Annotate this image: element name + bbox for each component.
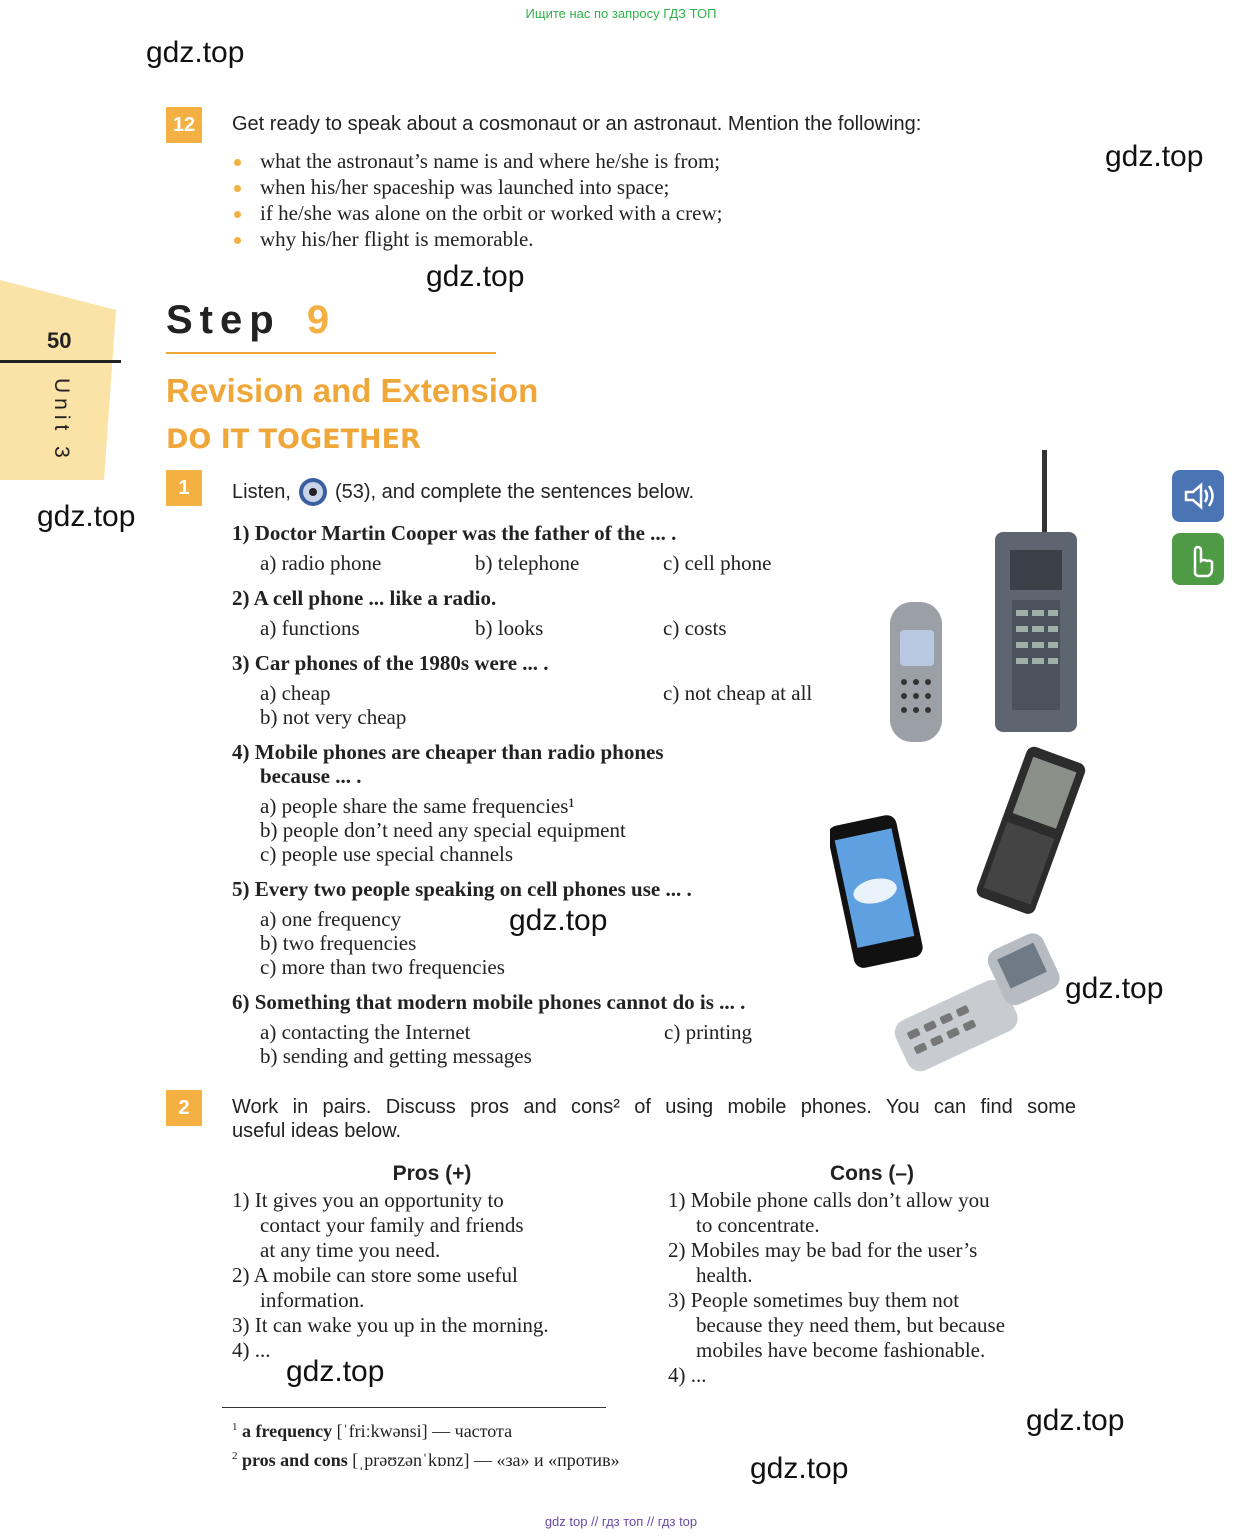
footnote-text: [ˌprəʊzənˈkɒnz] — «за» и «против» xyxy=(352,1450,620,1470)
phones-illustration xyxy=(830,450,1090,1080)
footnote xyxy=(232,1415,620,1444)
watermark: gdz.top xyxy=(37,500,136,533)
footer-links[interactable]: gdz top // гдз топ // гдз top xyxy=(544,1514,698,1529)
watermark: gdz.top xyxy=(426,260,525,293)
question: 3) Car phones of the 1980s were ... . xyxy=(232,651,549,675)
footnotes xyxy=(232,1415,620,1473)
list-item-line: because they need them, but because xyxy=(696,1313,1006,1337)
list-item-line: contact your family and friends xyxy=(260,1213,524,1237)
item-text: A mobile can store some useful xyxy=(253,1263,518,1287)
step-number: 9 xyxy=(306,298,337,342)
watermark: gdz.top xyxy=(750,1452,849,1485)
item-number: 3) xyxy=(668,1288,686,1312)
speaker-icon xyxy=(1172,470,1224,522)
exercise-instruction xyxy=(232,476,694,508)
item-number: 2) xyxy=(668,1238,686,1262)
option: a) radio phone xyxy=(260,551,382,575)
list-item xyxy=(668,1288,1088,1313)
bullet-item: if he/she was alone on the orbit or worked with a crew; xyxy=(232,200,722,226)
exercise-instruction: Get ready to speak about a cosmonaut or an astronaut. Mention the following: xyxy=(232,113,922,135)
item-text: Mobiles may be bad for the user’s xyxy=(690,1238,978,1262)
option: a) cheap xyxy=(260,681,331,705)
page-rule xyxy=(0,360,121,363)
option: a) one frequency xyxy=(260,907,402,931)
option: b) people don’t need any special equipment xyxy=(260,818,626,842)
audio-button[interactable] xyxy=(1172,470,1224,522)
instruction-text: (53), and complete the sentences below. xyxy=(334,480,695,503)
list-item xyxy=(668,1363,1088,1388)
question: 4) Mobile phones are cheaper than radio phones xyxy=(232,740,664,764)
list-item-line: at any time you need. xyxy=(260,1238,441,1262)
option: b) looks xyxy=(475,616,544,640)
pros-heading: Pros (+) xyxy=(392,1162,472,1185)
question: 6) Something that modern mobile phones cannot do is ... . xyxy=(232,990,746,1014)
item-number: 1) xyxy=(668,1188,686,1212)
option: a) people share the same frequencies¹ xyxy=(260,794,575,818)
question: because ... . xyxy=(260,764,362,788)
question: 1) Doctor Martin Cooper was the father of the ... . xyxy=(232,521,677,545)
option: b) sending and getting messages xyxy=(260,1044,532,1068)
instruction-text: Listen, xyxy=(232,480,291,503)
page-number: 50 xyxy=(47,328,72,353)
footnote-term: a frequency xyxy=(242,1421,333,1441)
list-item xyxy=(232,1313,652,1338)
item-text: ... xyxy=(690,1363,707,1387)
exercise-number: 1 xyxy=(166,470,202,506)
item-text: Mobile phone calls don’t allow you xyxy=(690,1188,990,1212)
step-underline xyxy=(166,352,496,354)
list-item-line: mobiles have become fashionable. xyxy=(696,1338,986,1362)
mobile-phones-image xyxy=(830,450,1090,1080)
footnote-mark: 2 xyxy=(232,1450,238,1462)
watermark: gdz.top xyxy=(286,1355,385,1388)
footnote-rule xyxy=(222,1407,606,1408)
pros-list xyxy=(232,1188,652,1363)
list-item-line: health. xyxy=(696,1263,753,1287)
list-item xyxy=(232,1263,652,1288)
watermark: gdz.top xyxy=(146,36,245,69)
bullet-list xyxy=(232,148,722,252)
option: b) telephone xyxy=(475,551,580,575)
watermark: gdz.top xyxy=(1065,972,1164,1005)
step-word: Step xyxy=(166,298,281,342)
watermark: gdz.top xyxy=(1026,1404,1125,1437)
unit-label: Unit 3 xyxy=(50,378,73,463)
item-text: It gives you an opportunity to xyxy=(254,1188,504,1212)
top-banner: Ищите нас по запросу ГДЗ ТОП xyxy=(525,6,717,21)
list-item xyxy=(668,1188,1088,1213)
option: a) functions xyxy=(260,616,360,640)
watermark: gdz.top xyxy=(509,904,608,937)
exercise-number: 2 xyxy=(166,1090,202,1126)
option: c) costs xyxy=(663,616,727,640)
list-item xyxy=(232,1338,652,1363)
bullet-item: when his/her spaceship was launched into space; xyxy=(232,174,722,200)
exercise-instruction: Work in pairs. Discuss pros and cons² of using mobile phones. You can find some xyxy=(232,1096,1076,1118)
list-item-line: to concentrate. xyxy=(696,1213,820,1237)
question: 2) A cell phone ... like a radio. xyxy=(232,586,497,610)
footnote-text: [ˈfriːkwənsi] — частота xyxy=(336,1421,513,1441)
footnote xyxy=(232,1444,620,1473)
bullet-item: what the astronaut’s name is and where he/she is from; xyxy=(232,148,722,174)
exercise-instruction: useful ideas below. xyxy=(232,1120,402,1142)
item-number: 1) xyxy=(232,1188,250,1212)
option: c) printing xyxy=(664,1020,753,1044)
exercise-number: 12 xyxy=(166,107,202,143)
question: 5) Every two people speaking on cell phones use ... . xyxy=(232,877,692,901)
option: b) not very cheap xyxy=(260,705,407,729)
option: b) two frequencies xyxy=(260,931,417,955)
item-number: 2) xyxy=(232,1263,250,1287)
subsection-title: DO IT TOGETHER xyxy=(166,424,421,455)
section-title: Revision and Extension xyxy=(166,372,539,409)
item-text: It can wake you up in the morning. xyxy=(254,1313,549,1337)
interactive-button[interactable] xyxy=(1172,533,1224,585)
list-item xyxy=(668,1238,1088,1263)
cons-list xyxy=(668,1188,1088,1388)
option: c) not cheap at all xyxy=(663,681,813,705)
footnote-term: pros and cons xyxy=(242,1450,348,1470)
item-number: 3) xyxy=(232,1313,250,1337)
item-text: People sometimes buy them not xyxy=(690,1288,960,1312)
footnote-mark: 1 xyxy=(232,1421,238,1433)
option: c) people use special channels xyxy=(260,842,514,866)
touch-hand-icon xyxy=(1172,533,1224,585)
option: a) contacting the Internet xyxy=(260,1020,471,1044)
cons-heading: Cons (–) xyxy=(830,1162,914,1185)
step-heading xyxy=(166,298,336,343)
cd-audio-icon[interactable] xyxy=(297,476,329,508)
option: c) cell phone xyxy=(663,551,772,575)
item-number: 4) xyxy=(668,1363,686,1387)
option: c) more than two frequencies xyxy=(260,955,505,979)
watermark: gdz.top xyxy=(1105,140,1204,173)
item-text: ... xyxy=(254,1338,271,1362)
list-item-line: information. xyxy=(260,1288,365,1312)
item-number: 4) xyxy=(232,1338,250,1362)
list-item xyxy=(232,1188,652,1213)
bullet-item: why his/her flight is memorable. xyxy=(232,226,722,252)
